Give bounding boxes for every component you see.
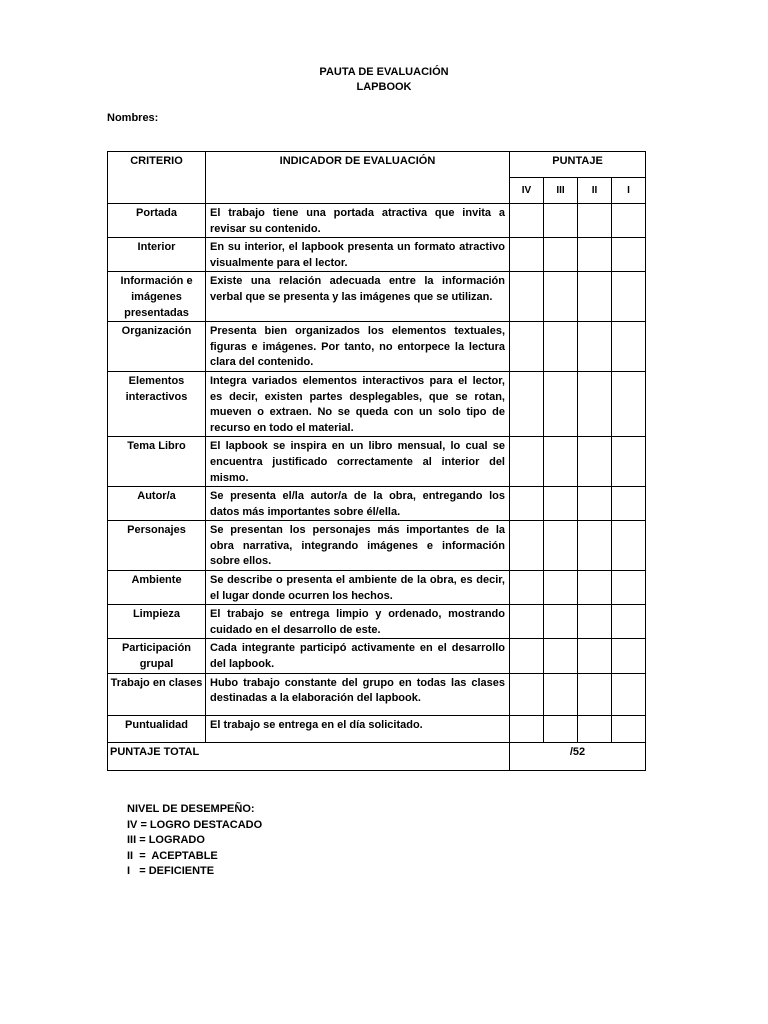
rubric-table <box>107 151 646 771</box>
total-value[interactable]: /52 <box>510 742 646 770</box>
table-row <box>108 673 646 715</box>
score-cell-iii[interactable] <box>544 487 578 521</box>
header-indicador: INDICADOR DE EVALUACIÓN <box>206 152 510 204</box>
table-row <box>108 272 646 322</box>
score-cell-iii[interactable] <box>544 521 578 571</box>
level-iv: IV <box>510 178 544 204</box>
indicador-cell: El trabajo se entrega en el día solicitado. <box>206 715 510 742</box>
indicador-cell: Cada integrante participó activamente en el desarrollo del lapbook. <box>206 639 510 673</box>
criterio-cell: Participación grupal <box>108 639 206 673</box>
score-cell-iii[interactable] <box>544 238 578 272</box>
score-cell-iii[interactable] <box>544 437 578 487</box>
criterio-cell: Organización <box>108 322 206 372</box>
score-cell-iv[interactable] <box>510 322 544 372</box>
score-cell-iii[interactable] <box>544 571 578 605</box>
level-i: I <box>612 178 646 204</box>
score-cell-i[interactable] <box>612 272 646 322</box>
criterio-cell: Limpieza <box>108 605 206 639</box>
indicador-cell: En su interior, el lapbook presenta un formato atractivo visualmente para el lector. <box>206 238 510 272</box>
score-cell-iv[interactable] <box>510 272 544 322</box>
total-label: PUNTAJE TOTAL <box>108 742 510 770</box>
document-subtitle: LAPBOOK <box>356 81 412 93</box>
score-cell-iv[interactable] <box>510 204 544 238</box>
criterio-cell: Información e imágenes presentadas <box>108 272 206 322</box>
score-cell-ii[interactable] <box>578 487 612 521</box>
score-cell-i[interactable] <box>612 605 646 639</box>
indicador-cell: El trabajo se entrega limpio y ordenado, mostrando cuidado en el desarrollo de este. <box>206 605 510 639</box>
score-cell-iv[interactable] <box>510 605 544 639</box>
legend-item: III = LOGRADO <box>127 834 205 847</box>
indicador-cell: El trabajo tiene una portada atractiva que invita a revisar su contenido. <box>206 204 510 238</box>
score-cell-iii[interactable] <box>544 371 578 436</box>
table-row <box>108 715 646 742</box>
score-cell-iv[interactable] <box>510 487 544 521</box>
score-cell-iii[interactable] <box>544 639 578 673</box>
score-cell-i[interactable] <box>612 204 646 238</box>
score-cell-iv[interactable] <box>510 673 544 715</box>
header-criterio: CRITERIO <box>108 152 206 204</box>
table-row <box>108 487 646 521</box>
criterio-cell: Interior <box>108 238 206 272</box>
table-row <box>108 437 646 487</box>
indicador-cell: Se describe o presenta el ambiente de la obra, es decir, el lugar donde ocurren los hechos. <box>206 571 510 605</box>
score-cell-ii[interactable] <box>578 437 612 487</box>
score-cell-ii[interactable] <box>578 521 612 571</box>
score-cell-iv[interactable] <box>510 571 544 605</box>
score-cell-iii[interactable] <box>544 272 578 322</box>
score-cell-ii[interactable] <box>578 605 612 639</box>
score-cell-ii[interactable] <box>578 322 612 372</box>
criterio-cell: Tema Libro <box>108 437 206 487</box>
score-cell-i[interactable] <box>612 715 646 742</box>
indicador-cell: Se presenta el/la autor/a de la obra, entregando los datos más importantes sobre él/ella. <box>206 487 510 521</box>
performance-legend <box>127 802 262 880</box>
names-label: Nombres: <box>107 112 159 124</box>
score-cell-ii[interactable] <box>578 371 612 436</box>
criterio-cell: Autor/a <box>108 487 206 521</box>
header-row <box>108 152 646 178</box>
score-cell-i[interactable] <box>612 487 646 521</box>
criterio-cell: Puntualidad <box>108 715 206 742</box>
indicador-cell: El lapbook se inspira en un libro mensual, lo cual se encuentra justificado correctamente al interior del mismo. <box>206 437 510 487</box>
score-cell-i[interactable] <box>612 521 646 571</box>
table-row <box>108 521 646 571</box>
score-cell-iv[interactable] <box>510 715 544 742</box>
score-cell-iii[interactable] <box>544 204 578 238</box>
indicador-cell: Presenta bien organizados los elementos textuales, figuras e imágenes. Por tanto, no entorpece la lectura clara del contenido. <box>206 322 510 372</box>
score-cell-ii[interactable] <box>578 673 612 715</box>
criterio-cell: Ambiente <box>108 571 206 605</box>
score-cell-i[interactable] <box>612 673 646 715</box>
legend-item: I = DEFICIENTE <box>127 865 215 878</box>
indicador-cell: Se presentan los personajes más importantes de la obra narrativa, integrando imágenes e información sobre ellos. <box>206 521 510 571</box>
table-row <box>108 204 646 238</box>
score-cell-iii[interactable] <box>544 322 578 372</box>
score-cell-i[interactable] <box>612 238 646 272</box>
legend-item: II = ACEPTABLE <box>127 849 218 862</box>
score-cell-i[interactable] <box>612 371 646 436</box>
score-cell-ii[interactable] <box>578 639 612 673</box>
score-cell-i[interactable] <box>612 322 646 372</box>
criterio-cell: Trabajo en clases <box>108 673 206 715</box>
criterio-cell: Portada <box>108 204 206 238</box>
indicador-cell: Integra variados elementos interactivos para el lector, es decir, existen partes desplegables, que se rotan, mueven o extraen. No se queda con un solo tipo de recurso en todo el material. <box>206 371 510 436</box>
score-cell-iv[interactable] <box>510 639 544 673</box>
score-cell-iii[interactable] <box>544 673 578 715</box>
legend-item: IV = LOGRO DESTACADO <box>127 818 263 831</box>
score-cell-iv[interactable] <box>510 521 544 571</box>
score-cell-i[interactable] <box>612 639 646 673</box>
score-cell-ii[interactable] <box>578 204 612 238</box>
score-cell-iii[interactable] <box>544 715 578 742</box>
score-cell-iv[interactable] <box>510 238 544 272</box>
score-cell-i[interactable] <box>612 437 646 487</box>
score-cell-ii[interactable] <box>578 238 612 272</box>
level-iii: III <box>544 178 578 204</box>
level-ii: II <box>578 178 612 204</box>
document-title: PAUTA DE EVALUACIÓN <box>319 66 449 78</box>
score-cell-i[interactable] <box>612 571 646 605</box>
table-row <box>108 571 646 605</box>
indicador-cell: Hubo trabajo constante del grupo en todas las clases destinadas a la elaboración del lapbook. <box>206 673 510 715</box>
score-cell-iv[interactable] <box>510 437 544 487</box>
table-row <box>108 238 646 272</box>
score-cell-ii[interactable] <box>578 272 612 322</box>
table-row <box>108 322 646 372</box>
legend-title: NIVEL DE DESEMPEÑO: <box>127 803 255 815</box>
score-cell-iii[interactable] <box>544 605 578 639</box>
table-row <box>108 639 646 673</box>
criterio-cell: Personajes <box>108 521 206 571</box>
score-cell-iv[interactable] <box>510 371 544 436</box>
table-row <box>108 605 646 639</box>
score-cell-ii[interactable] <box>578 715 612 742</box>
total-row <box>108 742 646 770</box>
indicador-cell: Existe una relación adecuada entre la información verbal que se presenta y las imágenes que se utilizan. <box>206 272 510 322</box>
score-cell-ii[interactable] <box>578 571 612 605</box>
header-puntaje: PUNTAJE <box>510 152 646 178</box>
table-row <box>108 371 646 436</box>
criterio-cell: Elementos interactivos <box>108 371 206 436</box>
